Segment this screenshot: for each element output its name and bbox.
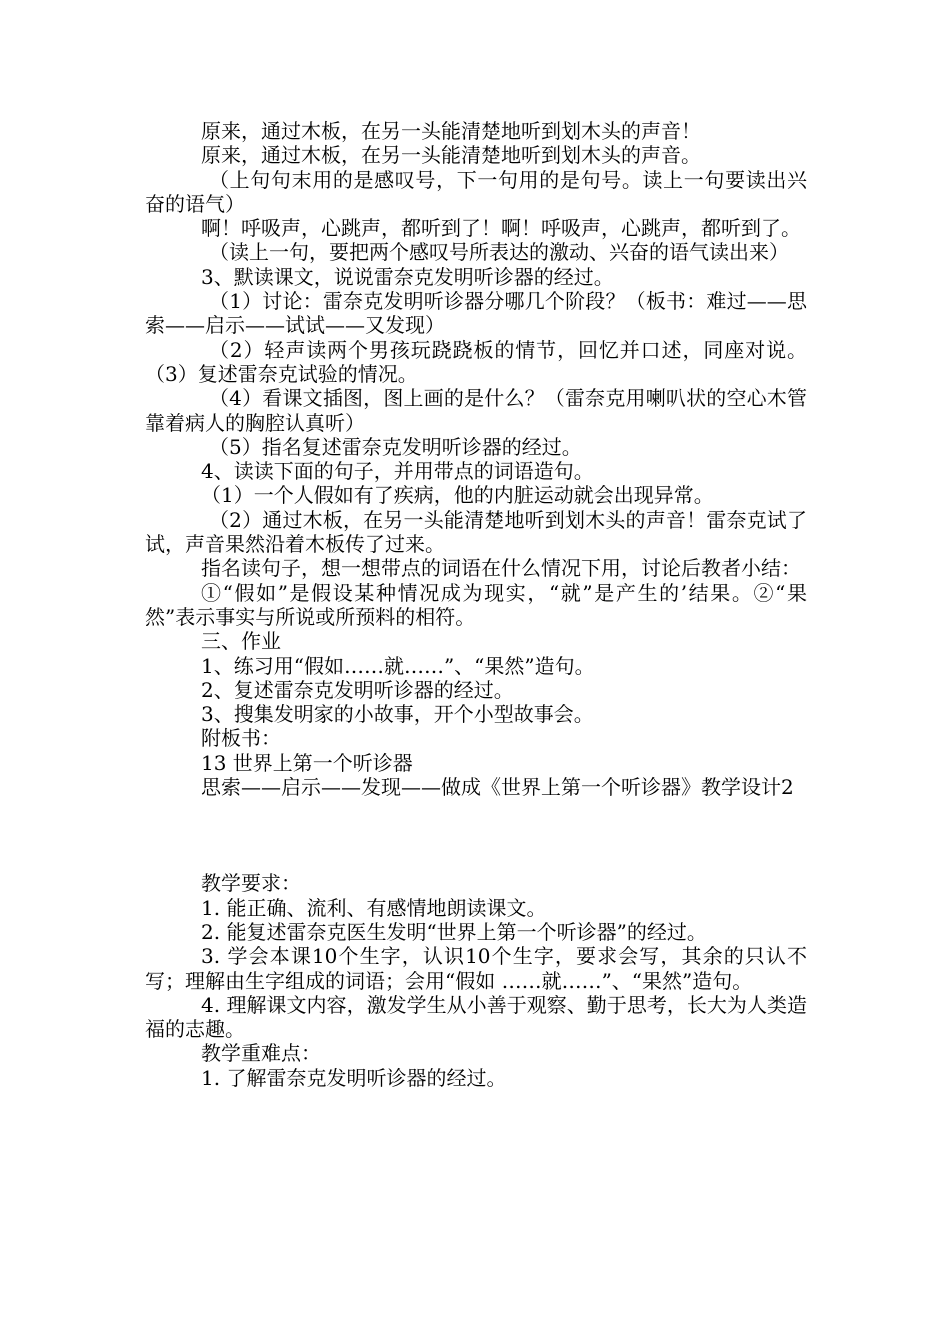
list-item: 1. 能正确、流利、有感情地朗读课文。	[201, 895, 547, 920]
paragraph: 啊！呼吸声，心跳声，都听到了！啊！呼吸声，心跳声，都听到了。	[201, 216, 801, 241]
paragraph: 原来，通过木板，在另一头能清楚地听到划木头的声音！	[201, 119, 701, 143]
paragraph: （读上一句，要把两个感叹号所表达的激动、兴奋的语气读出来）	[209, 240, 789, 265]
list-item: 1. 了解雷奈克发明听诊器的经过。	[201, 1065, 507, 1090]
paragraph: （1）讨论：雷奈克发明听诊器分哪几个阶段？（板书：难过——思索——启示——试试——又发现）	[145, 289, 807, 338]
list-item: 3、搜集发明家的小故事，开个小型故事会。	[201, 702, 594, 727]
paragraph: 13 世界上第一个听诊器	[201, 750, 413, 775]
section-heading: 教学重难点：	[201, 1041, 321, 1066]
paragraph: 指名读句子，想一想带点的词语在什么情况下用，讨论后教者小结：	[201, 556, 801, 581]
paragraph: 4、读读下面的句子，并用带点的词语造句。	[201, 459, 594, 484]
list-item: 3. 学会本课10个生字，认识10个生字，要求会写，其余的只认不写；理解由生字组成的词语；会用“假如 ……就……”、“果然”造句。	[145, 944, 807, 993]
paragraph: 3、默读课文，说说雷奈克发明听诊器的经过。	[201, 264, 614, 289]
paragraph: （4）看课文插图，图上画的是什么？（雷奈克用喇叭状的空心木管靠着病人的胸腔认真听）	[145, 386, 807, 435]
paragraph: （上句句末用的是感叹号，下一句用的是句号。读上一句要读出兴奋的语气）	[145, 167, 807, 216]
paragraph: 思索——启示——发现——做成《世界上第一个听诊器》教学设计2	[201, 775, 794, 800]
paragraph: （2）轻声读两个男孩玩跷跷板的情节，回忆并口述，同座对说。（3）复述雷奈克试验的情况。	[145, 337, 807, 386]
section-heading: 教学要求：	[201, 871, 301, 896]
list-item: 2. 能复述雷奈克医生发明“世界上第一个听诊器”的经过。	[201, 919, 707, 944]
paragraph: （2）通过木板，在另一头能清楚地听到划木头的声音！雷奈克试了试，声音果然沿着木板传了过来。	[145, 507, 807, 557]
paragraph: 原来，通过木板，在另一头能清楚地听到划木头的声音。	[201, 143, 701, 168]
list-item: 2、复述雷奈克发明听诊器的经过。	[201, 677, 514, 702]
section-heading: 三、作业	[201, 629, 281, 654]
paragraph: （1）一个人假如有了疾病，他的内脏运动就会出现异常。	[201, 483, 714, 508]
list-item: 4. 理解课文内容，激发学生从小善于观察、勤于思考，长大为人类造福的志趣。	[145, 992, 807, 1042]
list-item: 1、练习用“假如……就……”、“果然”造句。	[201, 653, 595, 678]
blank-gap	[145, 799, 807, 871]
paragraph: （5）指名复述雷奈克发明听诊器的经过。	[209, 434, 582, 459]
section-heading: 附板书：	[201, 726, 281, 751]
paragraph: ①“假如”是假设某种情况成为现实，“就”是产生的’结果。②“果然”表示事实与所说或所预料的相符。	[145, 580, 807, 629]
document-page	[145, 119, 807, 1090]
